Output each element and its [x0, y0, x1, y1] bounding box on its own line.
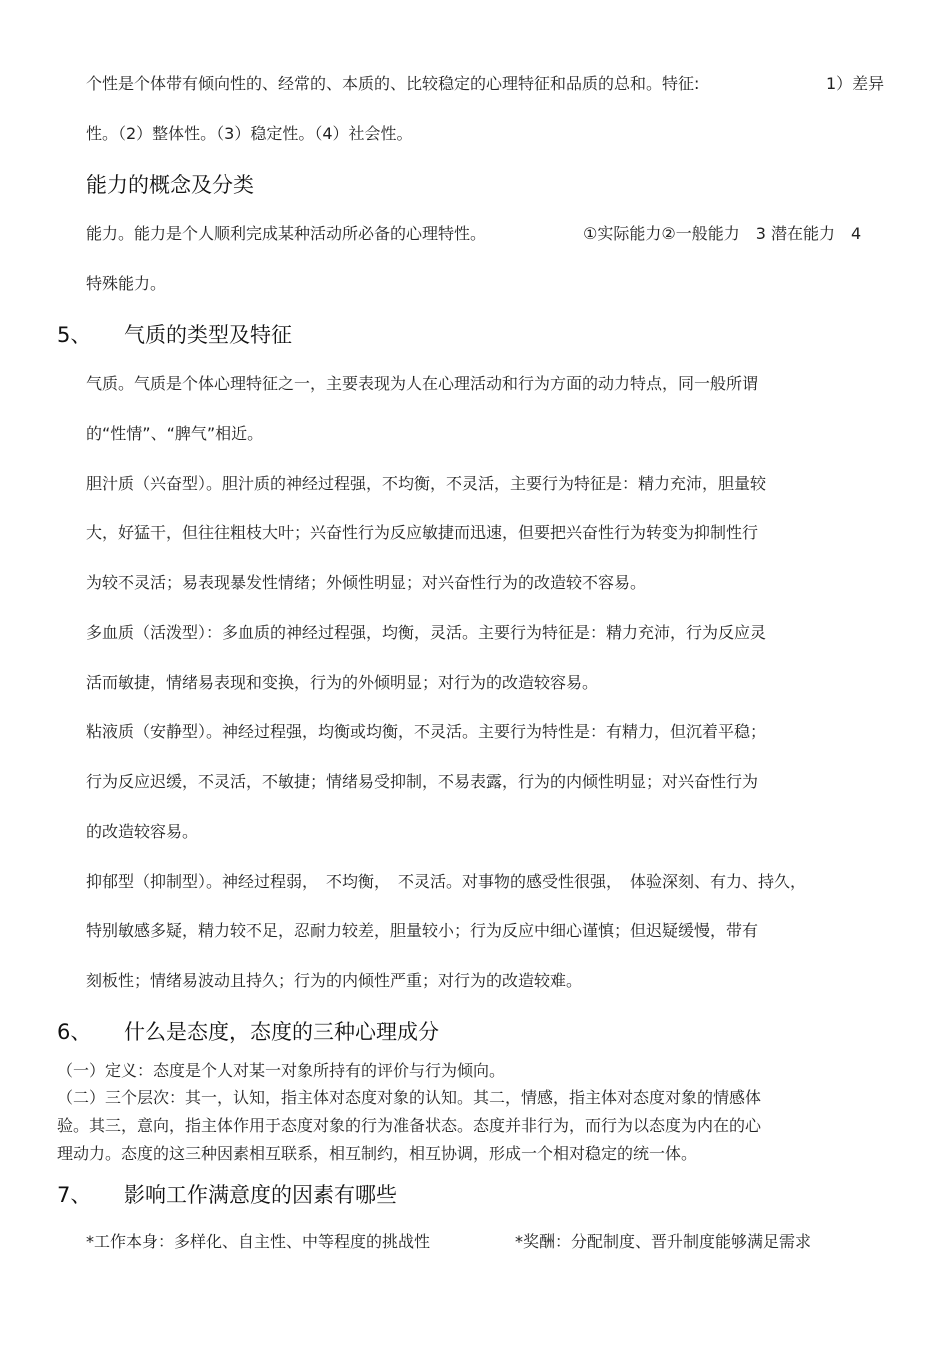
section-6-line: 理动力。态度的这三种因素相互联系，相互制约，相互协调，形成一个相对稳定的统一体。 — [57, 1144, 698, 1163]
ability-line-1-tail: ①实际能力②一般能力 3 潜在能力 4 — [583, 224, 862, 243]
section-5-line: 气质。气质是个体心理特征之一，主要表现为人在心理活动和行为方面的动力特点，同一般所谓 — [86, 374, 759, 393]
section-6-number: 6、 — [57, 1020, 92, 1044]
section-5-line: 大，好猛干，但往往粗枝大叶；兴奋性行为反应敏捷而迅速，但要把兴奋性行为转变为抑制性行 — [86, 523, 759, 542]
personality-line-1-tail: 1）差异 — [826, 74, 885, 93]
ability-line-2: 特殊能力。 — [86, 274, 167, 293]
section-7-item-rewards: *奖酬：分配制度、晋升制度能够满足需求 — [515, 1232, 812, 1251]
section-5-line: 胆汁质（兴奋型）。胆汁质的神经过程强，不均衡，不灵活，主要行为特征是：精力充沛，胆量较 — [86, 474, 767, 493]
section-5-line: 活而敏捷，情绪易表现和变换，行为的外倾明显；对行为的改造较容易。 — [86, 673, 599, 692]
section-7-title: 影响工作满意度的因素有哪些 — [124, 1183, 397, 1207]
personality-line-1: 个性是个体带有倾向性的、经常的、本质的、比较稳定的心理特征和品质的总和。特征: — [86, 74, 700, 93]
section-5-title: 气质的类型及特征 — [124, 323, 292, 347]
section-5-line: 行为反应迟缓，不灵活，不敏捷；情绪易受抑制，不易表露，行为的内倾性明显；对兴奋性行为 — [86, 772, 759, 791]
section-5-line: 多血质（活泼型）：多血质的神经过程强，均衡，灵活。主要行为特征是：精力充沛，行为反应灵 — [86, 623, 767, 642]
section-5-line: 抑郁型（抑制型）。神经过程弱， 不均衡， 不灵活。对事物的感受性很强， 体验深刻、有力、持久， — [86, 872, 807, 891]
section-6-line: （一）定义：态度是个人对某一对象所持有的评价与行为倾向。 — [57, 1061, 506, 1080]
section-7-item-work-itself: *工作本身：多样化、自主性、中等程度的挑战性 — [86, 1232, 431, 1251]
section-7-number: 7、 — [57, 1183, 92, 1207]
section-5-line: 的改造较容易。 — [86, 822, 199, 841]
section-5-number: 5、 — [57, 323, 92, 347]
section-5-line: 特别敏感多疑，精力较不足，忍耐力较差，胆量较小；行为反应中细心谨慎；但迟疑缓慢，带有 — [86, 921, 759, 940]
section-6-line: 验。其三，意向，指主体作用于态度对象的行为准备状态。态度并非行为，而行为以态度为内在的心 — [57, 1116, 762, 1135]
section-6-line: （二）三个层次：其一，认知，指主体对态度对象的认知。其二，情感，指主体对态度对象的情感体 — [57, 1088, 762, 1107]
section-5-line: 粘液质（安静型）。神经过程强，均衡或均衡，不灵活。主要行为特性是：有精力，但沉着平稳； — [86, 722, 767, 741]
section-5-line: 刻板性；情绪易波动且持久；行为的内倾性严重；对行为的改造较难。 — [86, 971, 583, 990]
ability-line-1: 能力。能力是个人顺利完成某种活动所必备的心理特性。 — [86, 224, 487, 243]
personality-line-2: 性。（2）整体性。（3）稳定性。（4）社会性。 — [86, 124, 413, 143]
section-5-line: 的“性情”、“脾气”相近。 — [86, 424, 264, 443]
section-5-line: 为较不灵活；易表现暴发性情绪；外倾性明显；对兴奋性行为的改造较不容易。 — [86, 573, 647, 592]
section-6-title: 什么是态度，态度的三种心理成分 — [124, 1020, 439, 1044]
ability-heading: 能力的概念及分类 — [86, 173, 254, 197]
